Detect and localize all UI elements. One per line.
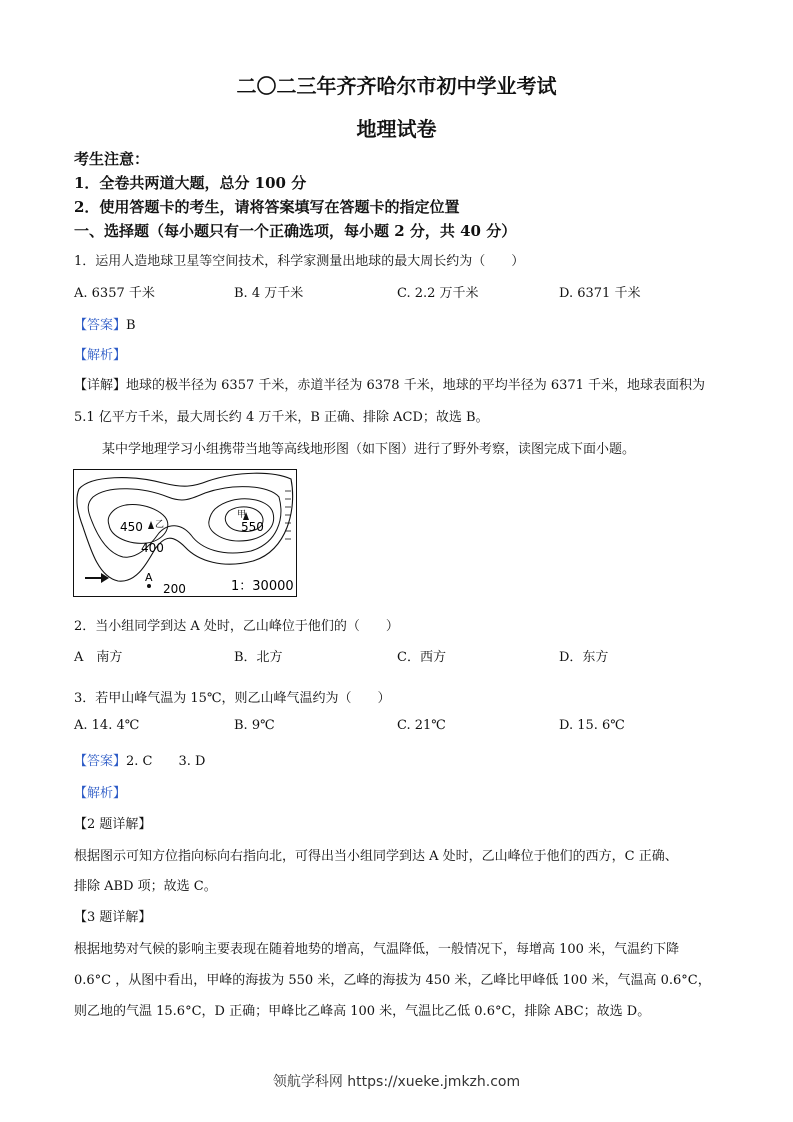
q1-option-c: C. 2.2 万千米 (397, 286, 479, 301)
q3-option-a: A. 14. 4℃ (74, 718, 140, 733)
q1-option-a: A. 6357 千米 (74, 286, 155, 301)
detail-tag: 【详解】 (74, 378, 127, 393)
q1-option-b: B. 4 万千米 (234, 286, 304, 301)
answer-tag: 【答案】 (74, 754, 127, 769)
q3-detail-line: 0.6°C ，从图中看出，甲峰的海拔为 550 米，乙峰的海拔为 450 米，乙峰比甲峰低 100 米，气温高 0.6°C， (74, 973, 711, 988)
notice-heading: 考生注意： (74, 150, 150, 168)
q3-detail-line: 根据地势对气候的影响主要表现在随着地势的增高，气温降低，一般情况下，每增高 100 米，气温约下降 (74, 942, 680, 957)
peak-left-name: 乙 (155, 520, 165, 530)
point-a-marker (147, 584, 151, 588)
q2-option-d: D．东方 (559, 650, 609, 665)
question-2-stem: 2．当小组同学到达 A 处时，乙山峰位于他们的（ ） (74, 619, 399, 634)
contour-label-400: 400 (141, 541, 164, 555)
point-a-label: A (145, 571, 153, 584)
answer-tag: 【答案】 (74, 318, 127, 333)
peak-right-name: 甲 (237, 510, 247, 520)
analysis-tag: 【解析】 (74, 786, 127, 801)
q2-option-c: C．西方 (397, 650, 446, 665)
notice-item: 1．全卷共两道大题，总分 100 分 (74, 174, 307, 192)
q2-option-b: B．北方 (234, 650, 283, 665)
q3-option-d: D. 15. 6℃ (559, 718, 625, 733)
page-footer: 领航学科网 https://xueke.jmkzh.com (272, 1074, 521, 1090)
map-scale: 1：30000 (231, 579, 294, 594)
q3-option-c: C. 21℃ (397, 718, 446, 733)
peak-left-value: 450 (120, 520, 143, 534)
q1-detail-line: 5.1 亿平方千米，最大周长约 4 万千米，B 正确、排除 ACD；故选 B。 (74, 410, 489, 425)
contour-label-200: 200 (163, 582, 186, 596)
q2-option-a: A 南方 (74, 650, 123, 665)
analysis-tag: 【解析】 (74, 348, 127, 363)
q1-detail-line (74, 374, 705, 393)
intro-text: 某中学地理学习小组携带当地等高线地形图（如下图）进行了野外考察，读图完成下面小题。 (102, 442, 636, 457)
q3-detail-tag: 【3 题详解】 (74, 910, 152, 925)
q23-answers: 2. C 3. D (126, 754, 206, 769)
page-title: 二〇二三年齐齐哈尔市初中学业考试 (236, 74, 557, 98)
q23-answer-row (74, 750, 205, 769)
q1-option-d: D. 6371 千米 (559, 286, 641, 301)
notice-item: 2．使用答题卡的考生，请将答案填写在答题卡的指定位置 (74, 198, 460, 216)
q1-detail-text: 地球的极半径为 6357 千米，赤道半径为 6378 千米，地球的平均半径为 6371 千米，地球表面积为 (126, 378, 706, 393)
question-1-stem: 1．运用人造地球卫星等空间技术，科学家测量出地球的最大周长约为（ ） (74, 254, 525, 269)
contour-map (73, 469, 297, 597)
q3-detail-line: 则乙地的气温 15.6°C，D 正确；甲峰比乙峰高 100 米，气温比乙低 0.6°C，排除 ABC；故选 D。 (74, 1004, 651, 1019)
peak-right-value: 550 (241, 520, 264, 534)
q3-option-b: B. 9℃ (234, 718, 275, 733)
page-subtitle: 地理试卷 (356, 117, 437, 141)
q1-answer: B (126, 318, 136, 333)
question-3-stem: 3．若甲山峰气温为 15℃，则乙山峰气温约为（ ） (74, 691, 391, 706)
section-heading: 一、选择题（每小题只有一个正确选项，每小题 2 分，共 40 分） (74, 222, 517, 240)
q2-detail-tag: 【2 题详解】 (74, 817, 152, 832)
q1-answer-row (74, 314, 136, 333)
q2-detail-line: 根据图示可知方位指向标向右指向北，可得出当小组同学到达 A 处时，乙山峰位于他们的西方，C 正确、 (74, 849, 678, 864)
q2-detail-line: 排除 ABD 项；故选 C。 (74, 879, 217, 894)
